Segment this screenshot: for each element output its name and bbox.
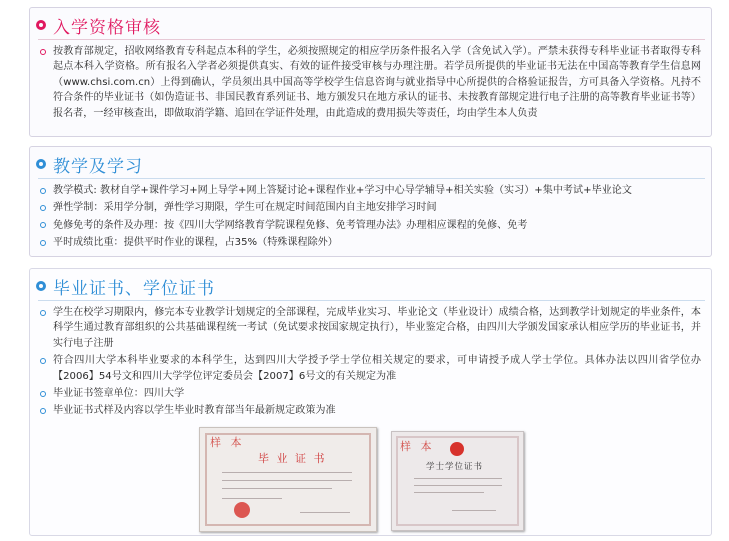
text-line [222,472,352,473]
graduation-certificate-image [199,427,377,532]
section-header [36,151,143,177]
text-line [222,480,352,481]
list-item [40,305,701,351]
ring-bullet-icon [40,240,46,246]
ring-bullet-icon [40,408,46,414]
certificate-title: 毕 业 证 书 [258,452,327,465]
item-text: 毕业证书签章单位：四川大学 [53,388,185,400]
list-item [40,235,701,250]
section-divider [38,39,705,40]
section-header [36,12,161,38]
list-item [40,386,701,401]
sample-stamp: 样 本 [400,440,435,453]
item-list [40,183,701,253]
item-text: 按教育部规定，招收网络教育专科起点本科的学生，必须按照规定的相应学历条件报名入学（含免试入学）。严禁未获得专科毕业证书者取得专科起点本科入学资格。所有报名入学者必须提供真实、有效的证件接受审核与办理注册。若学员所提供的毕业证书无法在中国高等教育学生信息网（www.chsi.com.cn）上得到确认，学员须出具中国高等学校学生信息咨询与就业指导中心所提供的合格验证报告，方可具备入学资格。凡持不符合条件的毕业证书（如伪造证书、非国民教育系列证书、地方颁发只在地方承认的证书、未按教育部规定进行电子注册的高等教育毕业证书等）报名者，一经审核查出，即做取消学籍、追回在学证件处理，由此造成的费用损失等责任，均由学生本人负责 [53,46,701,119]
study-section [29,146,712,257]
section-divider [38,178,705,179]
list-item [40,218,701,233]
ring-bullet-icon [40,391,46,397]
item-list [40,44,701,123]
item-list [40,305,701,421]
section-title: 入学资格审核 [53,17,161,38]
national-emblem-icon [450,442,464,456]
item-text: 平时成绩比重：提供平时作业的课程，占35%（特殊课程除外） [53,237,338,249]
item-text: 弹性学制：采用学分制，弹性学习期限，学生可在规定时间范围内自主地安排学习时间 [53,202,437,214]
text-line [414,492,484,493]
item-text: 免修免考的条件及办理：按《四川大学网络教育学院课程免修、免考管理办法》办理相应课程的免修、免考 [53,219,528,231]
admission-section [29,7,712,137]
item-text: 毕业证书式样及内容以学生毕业时教育部当年最新规定政策为准 [53,405,336,417]
ring-bullet-icon [40,188,46,194]
ring-bullet-icon [36,159,46,169]
text-line [452,510,496,511]
ring-bullet-icon [36,281,46,291]
list-item [40,200,701,215]
list-item [40,353,701,384]
text-line [300,512,350,513]
list-item [40,44,701,121]
item-text: 学生在校学习期限内，修完本专业教学计划规定的全部课程，完成毕业实习、毕业论文（毕业设计）成绩合格，达到教学计划规定的毕业条件，本科学生通过教育部组织的公共基础课程统一考试（免试要求按国家规定执行），毕业鉴定合格，由四川大学颁发国家承认相应学历的毕业证书，并实行电子注册 [53,307,701,349]
ring-bullet-icon [36,20,46,30]
ring-bullet-icon [40,222,46,228]
item-text: 教学模式: 教材自学+课件学习+网上导学+网上答疑讨论+课程作业+学习中心导学辅导+相关实验（实习）+集中考试+毕业论文 [53,185,632,196]
section-divider [38,300,705,301]
sample-stamp: 样 本 [210,436,245,449]
ring-bullet-icon [40,310,46,316]
list-item [40,183,701,198]
ring-bullet-icon [40,205,46,211]
text-line [414,478,502,479]
ring-bullet-icon [40,49,46,55]
ring-bullet-icon [40,358,46,364]
text-line [222,498,282,499]
section-title: 教学及学习 [53,156,143,177]
certificate-title: 学士学位证书 [426,462,484,472]
list-item [40,403,701,418]
text-line [414,485,502,486]
text-line [222,488,332,489]
section-header [36,273,215,299]
seal-icon [234,502,250,518]
item-text: 符合四川大学本科毕业要求的本科学生，达到四川大学授予学士学位相关规定的要求，可申请授予成人学士学位。具体办法以四川省学位办【2006】54号文和四川大学学位评定委员会【2007】6号文的有关规定为准 [53,355,701,382]
degree-certificate-image [391,431,524,531]
section-title: 毕业证书、学位证书 [53,278,215,299]
certificate-section [29,268,712,536]
